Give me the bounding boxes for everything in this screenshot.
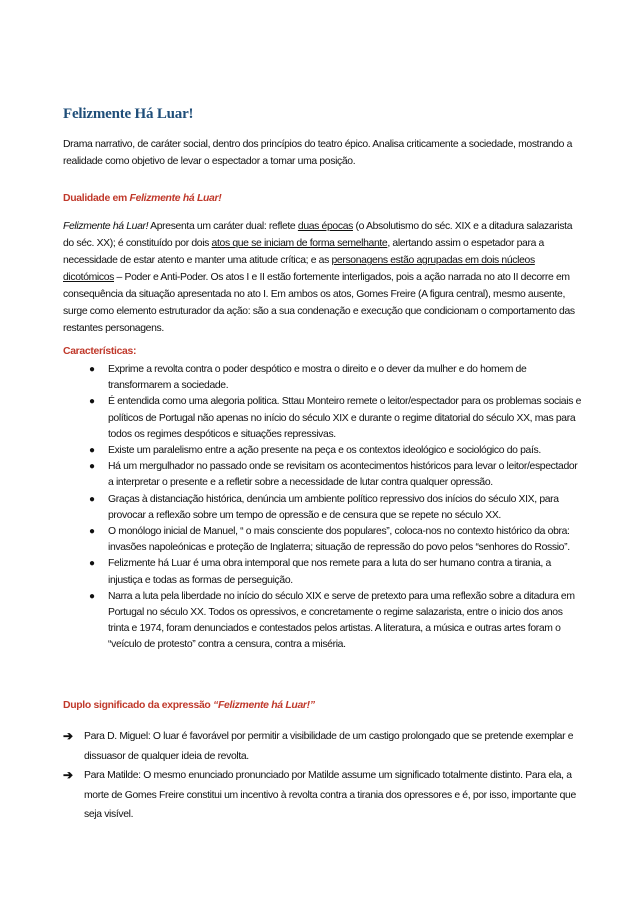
dualidade-text-4: – Poder e Anti-Poder. Os atos I e II estão fortemente interligados, pois a ação narrada no ato II decorre em consequência da situação apresentada no ato I. Em ambos os atos, Gomes Freire (A figura central), mesmo ausente, surge como elemento estruturador da ação: são a sua condenação e execução que condicionam o comportamento das restantes personagens. <box>63 272 575 334</box>
dualidade-heading <box>63 193 221 204</box>
list-item-text: Exprime a revolta contra o poder despótico e mostra o direito e o dever da mulher e do homem de transformarem a sociedade. <box>108 364 527 392</box>
dualidade-underline-1: duas épocas <box>297 221 353 232</box>
caracteristicas-list <box>63 362 583 654</box>
dualidade-underline-2: atos que se iniciam de forma semelhante <box>211 238 388 249</box>
list-item-text: Existe um paralelismo entre a ação presente na peça e os contextos ideológico e sociológico do país. <box>108 445 541 457</box>
duplo-heading <box>63 700 315 711</box>
list-item <box>63 394 583 443</box>
dualidade-paragraph <box>63 218 583 337</box>
list-item <box>63 556 583 588</box>
dualidade-heading-prefix: Dualidade em <box>63 193 130 204</box>
bullet-icon: ● <box>89 461 95 473</box>
bullet-icon: ● <box>89 493 95 505</box>
duplo-list <box>63 727 583 825</box>
bullet-icon: ● <box>89 445 95 457</box>
document-title: Felizmente Há Luar! <box>63 106 194 122</box>
bullet-icon: ● <box>89 526 95 538</box>
dualidade-text-3: , alertando assim o espetador para a necessidade de estar atento e manter uma atitude crítica; e as <box>63 238 544 266</box>
dualidade-heading-italic: Felizmente há Luar! <box>129 193 222 204</box>
bullet-icon: ● <box>89 558 95 570</box>
dualidade-title-italic: Felizmente há Luar! <box>63 221 149 232</box>
list-item-text: Há um mergulhador no passado onde se revisitam os acontecimentos históricos para levar o leitor/espectador a interpretar o presente e a refletir sobre a necessidade de lutar contra qualquer opressão. <box>108 461 578 489</box>
dualidade-underline-3: personagens estão agrupadas em dois núcleos dicotómicos <box>63 255 535 283</box>
arrow-right-icon: ➔ <box>63 768 73 782</box>
arrow-right-icon: ➔ <box>63 729 73 743</box>
intro-paragraph: Drama narrativo, de caráter social, dentro dos princípios do teatro épico. Analisa criticamente a sociedade, mostrando a realidade como objetivo de levar o espectador a tomar uma posição. <box>63 139 572 167</box>
list-item-text: É entendida como uma alegoria politica. Sttau Monteiro remete o leitor/espectador para os problemas sociais e políticos de Portugal não apenas no início do século XIX e durante o regime ditatorial do século XX, mas para todos os regimes despóticos e situações repressivas. <box>108 396 582 440</box>
list-item-text: Para D. Miguel: O luar é favorável por permitir a visibilidade de um castigo prolongado que se pretende exemplar e dissuasor de qualquer ideia de revolta. <box>84 731 574 762</box>
list-item-text: Narra a luta pela liberdade no início do século XIX e serve de pretexto para uma reflexão sobre a ditadura em Portugal no século XX. Todos os opressivos, e concretamente o regime salazarista, entre o inicio dos anos trinta e 1974, foram denunciados e contestados pelos artistas. A literatura, a música e outras artes foram o “veículo de protesto” contra a censura, contra a miséria. <box>108 590 575 651</box>
list-item <box>63 524 583 556</box>
list-item <box>63 492 583 524</box>
list-item <box>63 459 583 491</box>
bullet-icon: ● <box>89 364 95 375</box>
bullet-icon: ● <box>89 396 95 408</box>
bullet-icon: ● <box>89 590 95 602</box>
duplo-heading-prefix: Duplo significado da expressão <box>63 700 214 711</box>
list-item <box>63 766 583 825</box>
duplo-heading-italic: “Felizmente há Luar!” <box>213 700 315 711</box>
list-item-text: O monólogo inicial de Manuel, “ o mais consciente dos populares”, coloca-nos no contexto histórico da obra: invasões napoleónicas e proteção de Inglaterra; situação de repressão do povo pelos “senhores do Rossio”. <box>108 526 570 554</box>
dualidade-text-1: Apresenta um caráter dual: reflete <box>148 221 298 232</box>
list-item <box>63 443 583 459</box>
list-item-text: Graças à distanciação histórica, denúncia um ambiente político repressivo dos inícios do século XIX, para provocar a reflexão sobre um tempo de opressão e de censura que se repete no século XX. <box>108 493 559 521</box>
list-item-text: Para Matilde: O mesmo enunciado pronunciado por Matilde assume um significado totalmente distinto. Para ela, a morte de Gomes Freire constitui um incentivo à revolta contra a tirania dos opressores e é, por isso, importante que seja visível. <box>84 770 576 820</box>
list-item <box>63 589 583 654</box>
dualidade-text-2: (o Absolutismo do séc. XIX e a ditadura salazarista do séc. XX); é constituído por dois <box>63 221 573 249</box>
list-item <box>63 362 583 394</box>
caracteristicas-heading: Características: <box>63 346 137 357</box>
list-item <box>63 727 583 766</box>
list-item-text: Felizmente há Luar é uma obra intemporal que nos remete para a luta do ser humano contra a tirania, a injustiça e todas as formas de perseguição. <box>108 558 551 586</box>
